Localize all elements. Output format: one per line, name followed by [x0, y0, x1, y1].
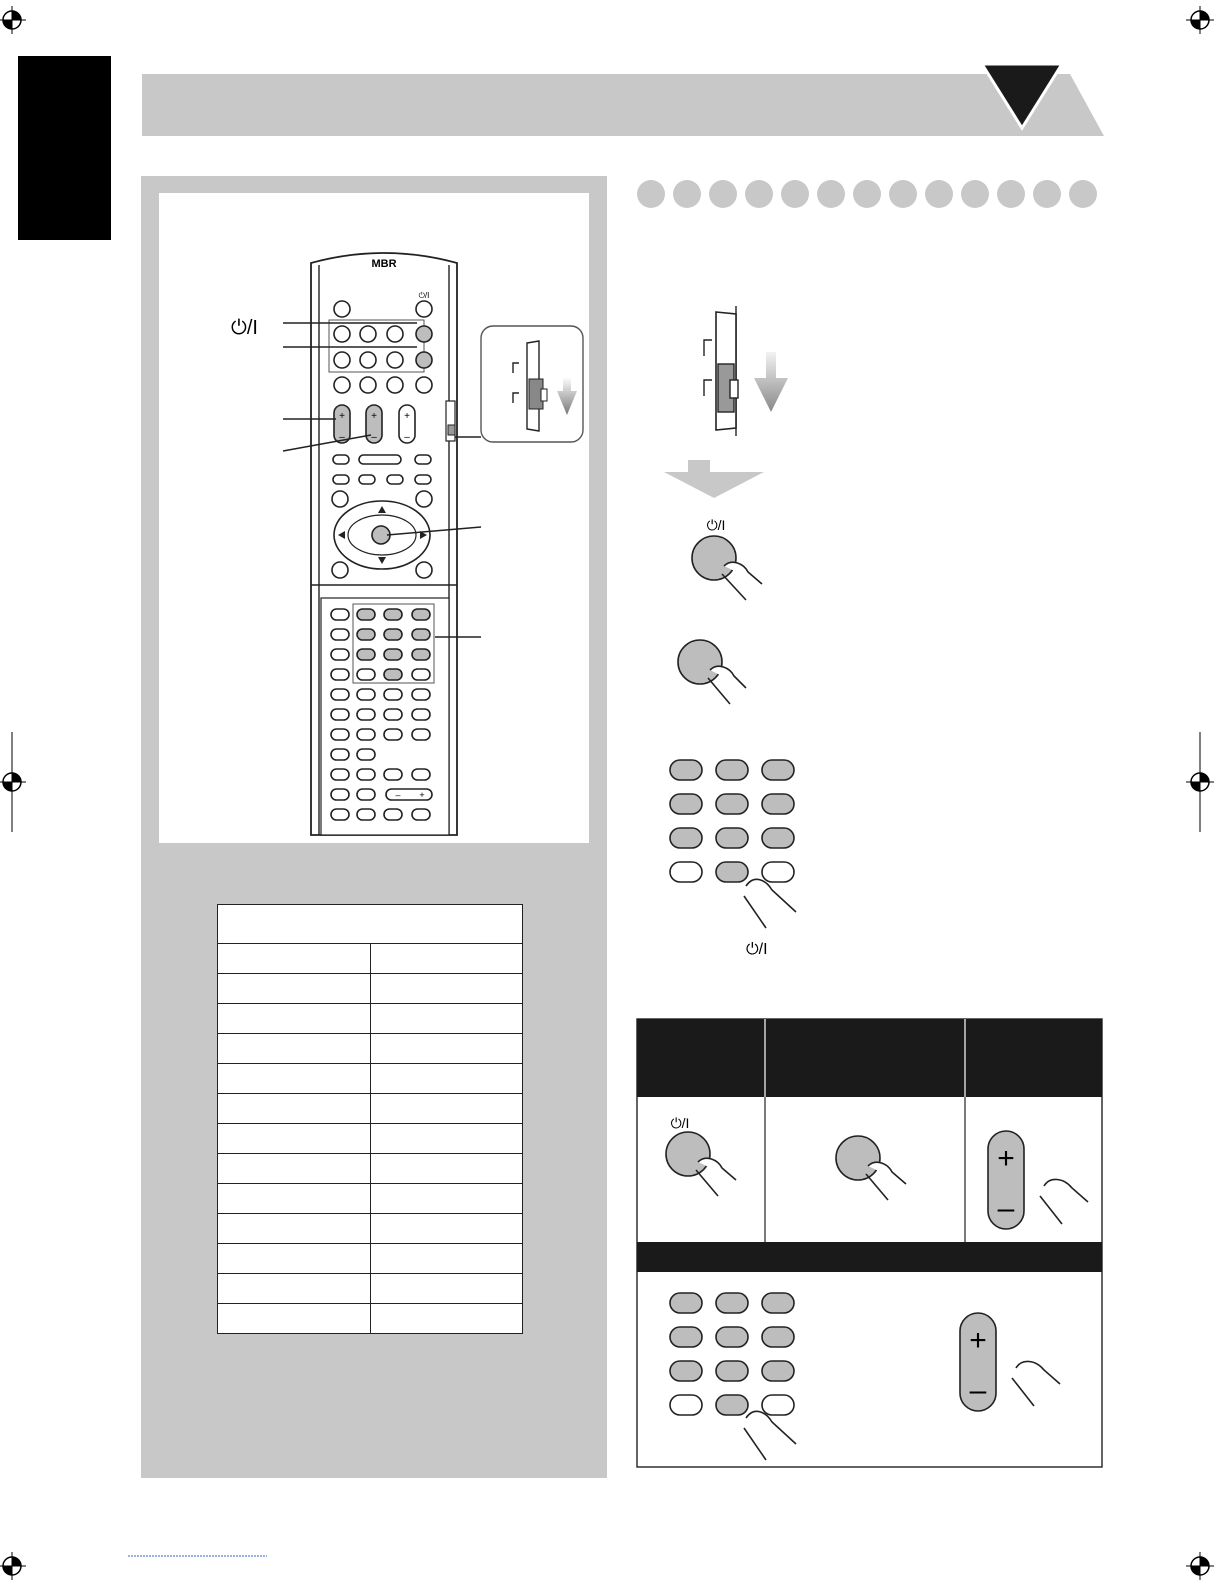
number-button[interactable]: [670, 760, 702, 780]
number-button[interactable]: [412, 629, 430, 640]
table-row: [218, 1274, 523, 1304]
power-button[interactable]: [666, 1132, 710, 1176]
number-button[interactable]: [762, 1327, 794, 1347]
remote-button[interactable]: [359, 455, 401, 464]
remote-button[interactable]: [331, 609, 349, 620]
minus-label: –: [404, 432, 410, 443]
table-header: [218, 905, 523, 944]
number-button[interactable]: [670, 794, 702, 814]
brand-logo: MBR: [371, 258, 397, 270]
device-power-button[interactable]: [416, 326, 432, 342]
remote-button[interactable]: [331, 629, 349, 640]
table-row: [218, 1184, 523, 1214]
power-button[interactable]: [692, 536, 736, 580]
power-icon: ⏻/I: [670, 1115, 690, 1131]
remote-button[interactable]: [334, 301, 350, 317]
remote-button[interactable]: [384, 709, 402, 720]
plus-label: +: [339, 411, 345, 422]
power-icon: ⏻/I: [746, 941, 768, 958]
power-icon: ⏻/I: [706, 517, 726, 533]
table-row: [218, 944, 523, 974]
remote-button[interactable]: [384, 729, 402, 740]
plus-label: +: [997, 1142, 1015, 1175]
number-button[interactable]: [670, 1327, 702, 1347]
remote-button[interactable]: [386, 789, 432, 800]
arrow-down-icon: [664, 460, 764, 498]
remote-button[interactable]: [331, 689, 349, 700]
remote-button[interactable]: [670, 1395, 702, 1415]
slide-switch-icon: [448, 425, 455, 435]
number-button[interactable]: [357, 609, 375, 620]
remote-button[interactable]: [412, 729, 430, 740]
number-button[interactable]: [357, 629, 375, 640]
table-row: [218, 1004, 523, 1034]
remote-button[interactable]: [331, 669, 349, 680]
number-button[interactable]: [716, 760, 748, 780]
number-button[interactable]: [716, 862, 748, 882]
remote-control-illustration: [159, 193, 589, 843]
table-row: [218, 1154, 523, 1184]
minus-label: –: [339, 432, 345, 443]
remote-button[interactable]: [360, 377, 376, 393]
remote-button[interactable]: [762, 862, 794, 882]
remote-button[interactable]: [387, 377, 403, 393]
remote-button[interactable]: [357, 689, 375, 700]
power-icon: ⏻/I: [231, 317, 258, 339]
minus-label: –: [969, 1374, 987, 1407]
remote-button[interactable]: [360, 326, 376, 342]
number-button[interactable]: [762, 760, 794, 780]
number-button[interactable]: [357, 649, 375, 660]
plus-label: +: [419, 790, 425, 800]
remote-button[interactable]: [416, 301, 432, 317]
remote-button[interactable]: [357, 709, 375, 720]
remote-button[interactable]: [331, 789, 349, 800]
remote-button[interactable]: [762, 1395, 794, 1415]
remote-button[interactable]: [384, 769, 402, 780]
setup-steps-illustration: [636, 300, 1102, 1000]
remote-button[interactable]: [387, 326, 403, 342]
numeric-keypad: [670, 760, 794, 882]
number-button[interactable]: [670, 1293, 702, 1313]
source-button[interactable]: [678, 640, 722, 684]
registration-mark-icon: [0, 6, 26, 34]
remote-button[interactable]: [412, 809, 430, 820]
remote-button[interactable]: [412, 769, 430, 780]
plus-label: +: [969, 1324, 987, 1357]
registration-mark-icon: [1186, 732, 1214, 832]
number-button[interactable]: [384, 649, 402, 660]
number-button[interactable]: [762, 1361, 794, 1381]
table-row: [218, 1244, 523, 1274]
remote-button[interactable]: [412, 669, 430, 680]
minus-label: –: [997, 1192, 1015, 1225]
remote-button[interactable]: [334, 352, 350, 368]
section-header-band: [140, 60, 1106, 140]
remote-button[interactable]: [415, 455, 431, 464]
finger-press-icon: [722, 562, 762, 600]
remote-button[interactable]: [360, 352, 376, 368]
number-button[interactable]: [716, 1327, 748, 1347]
manufacturer-code-table: [217, 904, 523, 1334]
table-subheader: [637, 1242, 1102, 1272]
number-button[interactable]: [762, 794, 794, 814]
registration-mark-icon: [0, 732, 26, 832]
remote-button[interactable]: [384, 809, 402, 820]
language-tab: [18, 56, 111, 240]
number-button[interactable]: [412, 609, 430, 620]
number-button[interactable]: [716, 794, 748, 814]
remote-button[interactable]: [334, 326, 350, 342]
table-row: [218, 974, 523, 1004]
section-heading-dots: [636, 179, 1102, 211]
finger-press-icon: [744, 879, 796, 928]
remote-button[interactable]: [357, 809, 375, 820]
minus-label: –: [371, 432, 377, 443]
operations-table: [636, 1018, 1104, 1470]
remote-button[interactable]: [416, 377, 432, 393]
table-row: [218, 1064, 523, 1094]
registration-mark-icon: [1186, 6, 1214, 34]
remote-button[interactable]: [415, 475, 431, 484]
remote-button[interactable]: [412, 689, 430, 700]
remote-button[interactable]: [331, 769, 349, 780]
minus-label: –: [395, 790, 401, 800]
plus-label: +: [371, 411, 377, 422]
registration-mark-icon: [0, 1552, 26, 1580]
power-icon: ⏻/I: [418, 291, 430, 300]
remote-button[interactable]: [670, 862, 702, 882]
number-button[interactable]: [716, 1293, 748, 1313]
remote-button[interactable]: [416, 562, 432, 578]
number-button[interactable]: [384, 609, 402, 620]
number-button[interactable]: [716, 828, 748, 848]
remote-button[interactable]: [333, 475, 349, 484]
number-button[interactable]: [762, 1293, 794, 1313]
remote-button[interactable]: [359, 475, 375, 484]
remote-button[interactable]: [387, 475, 403, 484]
remote-button[interactable]: [332, 562, 348, 578]
table-row: [218, 1214, 523, 1244]
source-button[interactable]: [836, 1136, 880, 1180]
number-button[interactable]: [412, 649, 430, 660]
table-row: [218, 1304, 523, 1334]
remote-button[interactable]: [357, 769, 375, 780]
remote-button[interactable]: [412, 709, 430, 720]
remote-button[interactable]: [384, 689, 402, 700]
remote-button[interactable]: [331, 809, 349, 820]
number-button[interactable]: [670, 1361, 702, 1381]
remote-button[interactable]: [416, 491, 432, 507]
remote-button[interactable]: [333, 455, 349, 464]
number-button[interactable]: [670, 828, 702, 848]
slide-switch-icon: [704, 306, 738, 436]
registration-mark-icon: [1186, 1552, 1214, 1580]
table-row: [218, 1124, 523, 1154]
remote-button[interactable]: [331, 729, 349, 740]
table-row: [218, 1094, 523, 1124]
remote-button[interactable]: [334, 377, 350, 393]
number-button[interactable]: [716, 1361, 748, 1381]
number-button[interactable]: [384, 669, 402, 680]
remote-button[interactable]: [331, 649, 349, 660]
remote-button[interactable]: [332, 491, 348, 507]
number-button[interactable]: [762, 828, 794, 848]
remote-button[interactable]: [357, 729, 375, 740]
remote-button[interactable]: [331, 709, 349, 720]
remote-button[interactable]: [357, 669, 375, 680]
remote-button[interactable]: [357, 789, 375, 800]
number-button[interactable]: [716, 1395, 748, 1415]
remote-button[interactable]: [387, 352, 403, 368]
table-header: [637, 1019, 1102, 1097]
plus-label: +: [404, 411, 410, 422]
table-row: [218, 1034, 523, 1064]
remote-button[interactable]: [331, 749, 349, 760]
arrow-down-icon: [754, 352, 788, 412]
number-button[interactable]: [384, 629, 402, 640]
tv-source-button[interactable]: [416, 352, 432, 368]
remote-button[interactable]: [357, 749, 375, 760]
